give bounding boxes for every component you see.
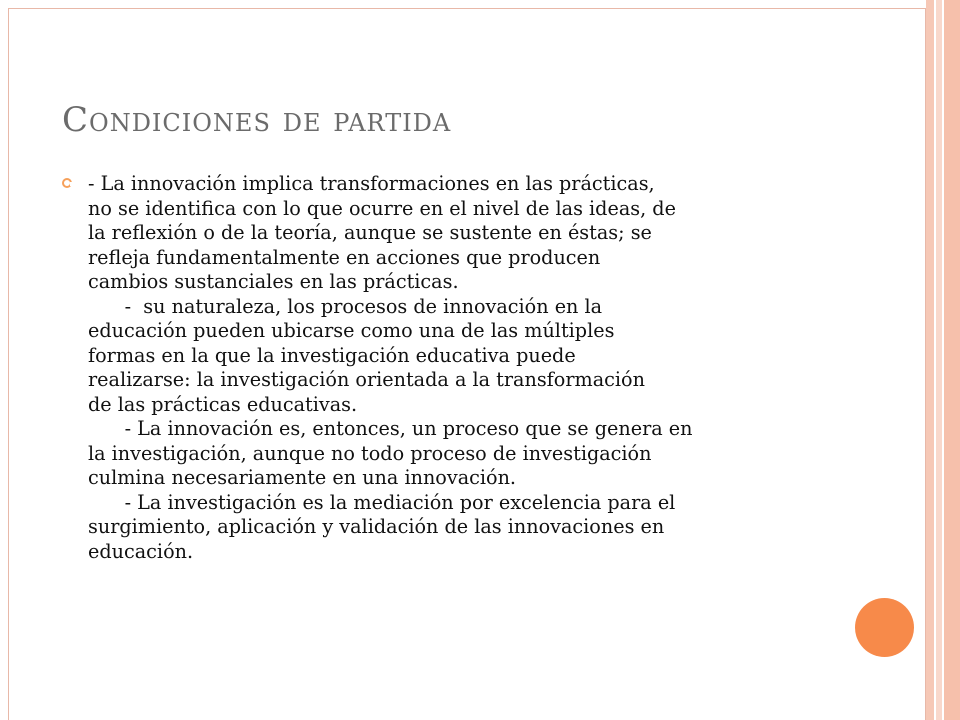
bullet-text [88,172,828,564]
text-line: educación pueden ubicarse como una de las múltiples [88,319,615,342]
text-line: cambios sustanciales en las prácticas. [88,270,459,293]
text-line: no se identifica con lo que ocurre en el nivel de las ideas, de [88,196,676,220]
slide-title: Condiciones de partida [62,100,452,140]
text-line: la reflexión o de la teoría, aunque se sustente en éstas; se [88,221,652,244]
decorative-stripe [944,0,960,720]
text-line: - La innovación implica transformaciones en las prácticas, [88,172,655,195]
text-line: - La innovación es, entonces, un proceso que se genera en [88,417,693,440]
text-line: la investigación, aunque no todo proceso de investigación [88,441,652,465]
text-line: de las prácticas educativas. [88,392,358,416]
text-line: - La investigación es la mediación por excelencia para el [88,490,676,514]
text-line: culmina necesariamente en una innovación. [88,466,517,489]
text-line: educación. [88,539,194,563]
text-line: refleja fundamentalmente en acciones que producen [88,245,601,269]
decorative-stripe [926,0,934,720]
bullet-icon [62,178,72,188]
text-line: - su naturaleza, los procesos de innovación en la [88,294,603,318]
orange-circle-decoration [855,598,914,657]
text-line: formas en la que la investigación educativa puede [88,343,576,367]
text-line: realizarse: la investigación orientada a la transformación [88,368,645,391]
text-line: surgimiento, aplicación y validación de las innovaciones en [88,515,665,538]
